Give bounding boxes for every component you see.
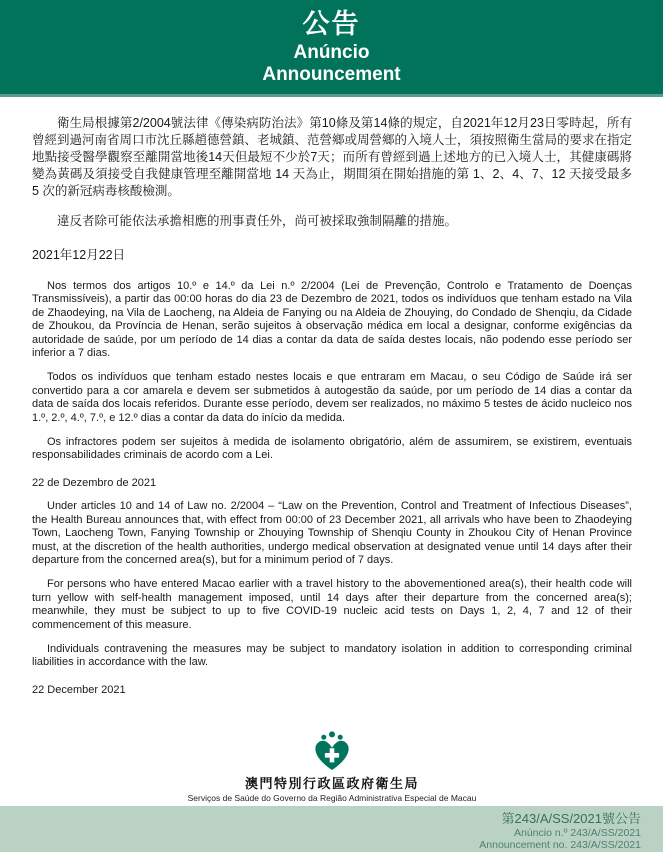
reference-number-english: Announcement no. 243/A/SS/2021 <box>479 839 641 851</box>
page-title-english: Announcement <box>262 63 401 85</box>
english-paragraph-3: Individuals contravening the measures may be subject to mandatory isolation in addition to corresponding criminal liabilities in accordance with the law. <box>32 642 632 669</box>
page-title-portuguese: Anúncio <box>293 42 370 64</box>
org-name-portuguese: Serviços de Saúde do Governo da Região Administrativa Especial de Macau <box>187 793 477 804</box>
section-portuguese <box>32 280 632 490</box>
announcement-body <box>0 97 663 803</box>
chinese-date: 2021年12月22日 <box>32 248 126 262</box>
portuguese-paragraph-3: Os infractores podem ser sujeitos à medida de isolamento obrigatório, além de assumirem, se existirem, eventuais responsabilidades criminais de acordo com a Lei. <box>32 436 632 462</box>
english-date: 22 December 2021 <box>32 683 126 696</box>
org-signature <box>32 731 632 803</box>
portuguese-paragraph-2: Todos os indivíduos que tenham estado nestes locais e que entraram em Macau, o seu Código de Saúde irá ser convertido para a cor amarela e devem ser submetidos à autogestão da saúde, por um período de 14 dias a contar da data de saída dos locais referidos. Durante esse período, devem ser realizados, no máximo 5 testes de ácido nucleico nos 1.º, 2.º, 4.º, 7.º, e 12.º dias a contar da data do início da medida. <box>32 371 632 424</box>
reference-number-chinese: 第243/A/SS/2021號公告 <box>501 811 641 826</box>
page-title-chinese: 公告 <box>302 9 361 40</box>
english-paragraph-1: Under articles 10 and 14 of Law no. 2/2004 – “Law on the Prevention, Control and Treatment of Infectious Diseases”, the Health Bureau announces that, with effect from 00:00 of 23 December 2021, all arrivals who have been to Zhaodeying Town, Laocheng Town, Fanying Township or Zhouying Township of Shenqiu County in Zhoukou City of Henan Province must, at the discretion of the health authorities, undergo medical observation at designated venue until 14 days after their departure from the concerned area(s), but for a minimum period of 7 days. <box>32 500 632 566</box>
header-band <box>0 0 663 97</box>
health-bureau-heart-cross-logo-icon <box>311 731 353 771</box>
chinese-paragraph-2: 違反者除可能依法承擔相應的刑事責任外，尚可被採取強制隔離的措施。 <box>57 214 458 228</box>
chinese-paragraph-1: 衛生局根據第2/2004號法律《傳染病防治法》第10條及第14條的規定，自2021年12月23日零時起，所有曾經到過河南省周口市沈丘縣趙德營鎮、老城鎮、范營鄉或周營鄉的入境人士，須按照衛生當局的要求在指定地點接受醫學觀察至離開當地後14天但最短不少於7天；而所有曾經到過上述地方的已入境人士，其健康碼將變為黃碼及須接受自我健康管理至離開當地 14 天為止，期間須在開始措施的第 1、2、4、7、12 天接受最多 5 次的新冠病毒核酸檢測。 <box>32 116 633 198</box>
section-english <box>32 500 632 697</box>
portuguese-paragraph-1: Nos termos dos artigos 10.º e 14.º da Lei n.º 2/2004 (Lei de Prevenção, Controlo e Tratamento de Doenças Transmissíveis), a partir das 00:00 horas do dia 23 de Dezembro de 2021, todos os indivíduos que tenham estado na Vila de Zhaodeying, na Vila de Laocheng, na Aldeia de Fanying ou na Aldeia de Zhouying, do Condado de Shenqiu, da Cidade de Zhoukou, da Província de Henan, serão sujeitos à observação médica em local a designar, conforme exigências da autoridade de saúde, por um período de 14 dias a contar da data de saída destes locais, não podendo esse período ser inferior a 7 dias. <box>32 280 632 360</box>
reference-number-portuguese: Anúncio n.º 243/A/SS/2021 <box>513 827 641 839</box>
section-chinese <box>32 115 632 264</box>
org-name-chinese: 澳門特別行政區政府衛生局 <box>244 776 419 792</box>
footer-reference-band <box>0 806 663 852</box>
english-paragraph-2: For persons who have entered Macao earlier with a travel history to the abovementioned area(s), their health code will turn yellow with self-health management imposed, until 14 days after their departure from the concerned area(s); meanwhile, they must be subject to up to five COVID-19 nucleic acid tests on Days 1, 2, 4, 7 and 12 of their commencement of this measure. <box>32 578 632 631</box>
portuguese-date: 22 de Dezembro de 2021 <box>32 476 157 489</box>
